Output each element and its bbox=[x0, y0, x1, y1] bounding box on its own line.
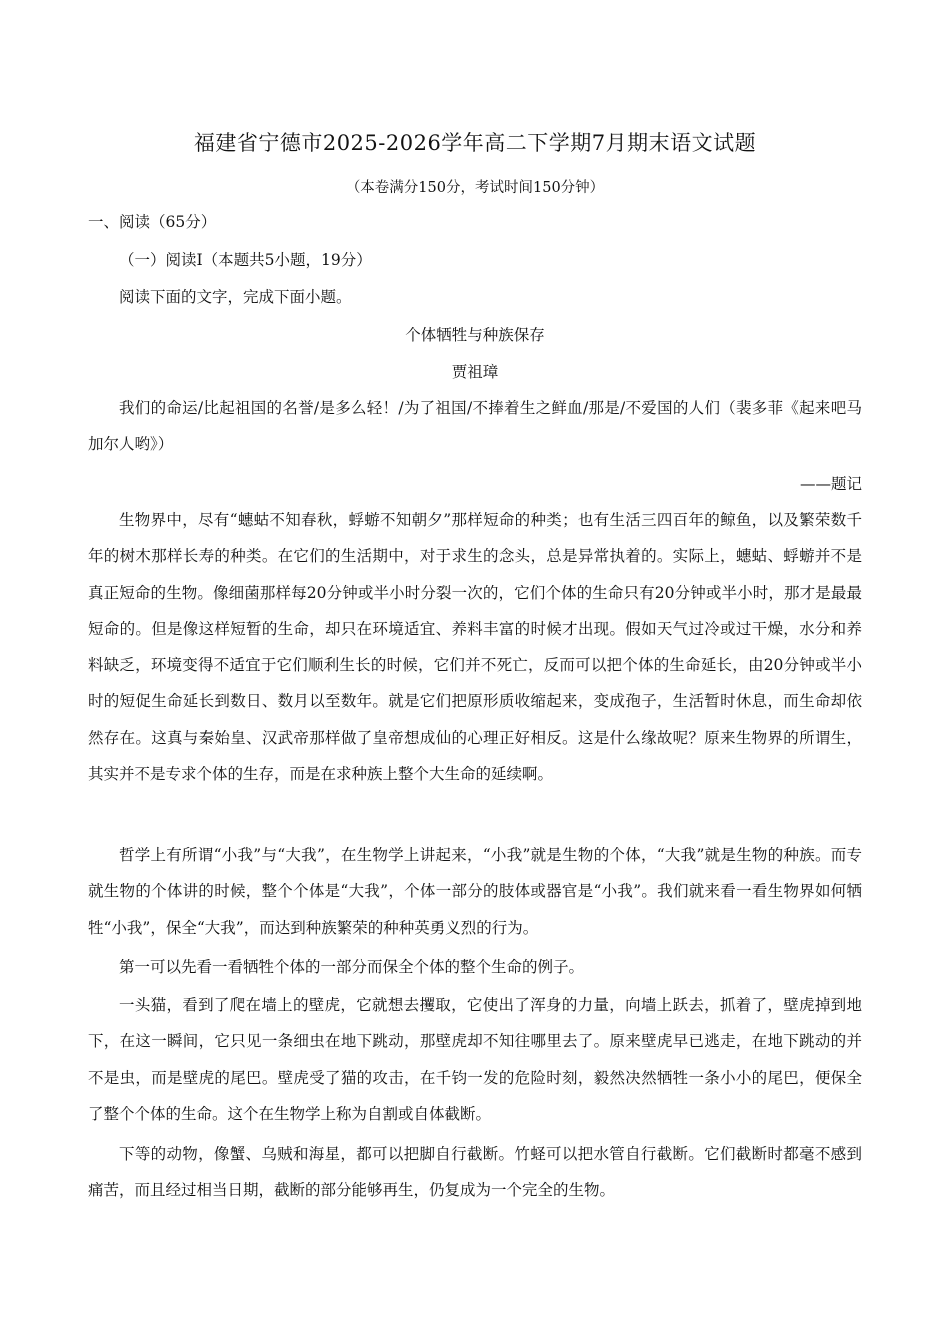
paragraph-5: 下等的动物，像蟹、乌贼和海星，都可以把脚自行截断。竹蛏可以把水管自行截断。它们截断时都毫不感到痛苦，而且经过相当日期，截断的部分能够再生，仍复成为一个完全的生物。 bbox=[88, 1145, 862, 1200]
epigraph-tag: ——题记 bbox=[799, 475, 862, 493]
paragraph-3: 第一可以先看一看牺牲个体的一部分而保全个体的整个生命的例子。 bbox=[119, 958, 585, 976]
section-heading: 一、阅读（65分） bbox=[88, 213, 217, 231]
reading-instruction: 阅读下面的文字，完成下面小题。 bbox=[119, 288, 352, 306]
article-title: 个体牺牲与种族保存 bbox=[405, 326, 545, 344]
paragraph-1: 生物界中，尽有“蟪蛄不知春秋，蜉蝣不知朝夕”那样短命的种类；也有生活三四百年的鲸鱼，以及繁荣数千年的树木那样长寿的种类。在它们的生活期中，对于求生的念头，总是异常执着的。实际上，蟪蛄、蜉蝣并不是真正短命的生物。像细菌那样每20分钟或半小时分裂一次的，它们个体的生命只有20分钟或半小时，那才是最最短命的。但是像这样短暂的生命，却只在环境适宜、养料丰富的时候才出现。假如天气过冷或过干燥，水分和养料缺乏，环境变得不适宜于它们顺利生长的时候，它们并不死亡，反而可以把个体的生命延长，由20分钟或半小时的短促生命延长到数日、数月以至数年。就是它们把原形质收缩起来，变成孢子，生活暂时休息，而生命却依然存在。这真与秦始皇、汉武帝那样做了皇帝想成仙的心理正好相反。这是什么缘故呢？原来生物界的所谓生，其实并不是专求个体的生存，而是在求种族上整个大生命的延续啊。 bbox=[88, 511, 862, 784]
section-subheading: （一）阅读Ⅰ（本题共5小题，19分） bbox=[119, 251, 372, 269]
article-author: 贾祖璋 bbox=[451, 363, 499, 381]
epigraph: 我们的命运/比起祖国的名誉/是多么轻！/为了祖国/不捧着生之鲜血/那是/不爱国的人们（裴多菲《起来吧马加尔人哟》） bbox=[88, 399, 862, 454]
paragraph-2: 哲学上有所谓“小我”与“大我”，在生物学上讲起来，“小我”就是生物的个体，“大我”就是生物的种族。而专就生物的个体讲的时候，整个个体是“大我”，个体一部分的肢体或器官是“小我”。我们就来看一看生物界如何牺牲“小我”，保全“大我”，而达到种族繁荣的种种英勇义烈的行为。 bbox=[88, 846, 862, 937]
exam-title: 福建省宁德市2025-2026学年高二下学期7月期末语文试题 bbox=[193, 131, 757, 155]
paragraph-4: 一头猫，看到了爬在墙上的壁虎，它就想去攫取，它使出了浑身的力量，向墙上跃去，抓着了，壁虎掉到地下，在这一瞬间，它只见一条细虫在地下跳动，那壁虎却不知往哪里去了。原来壁虎早已逃走，在地下跳动的并不是虫，而是壁虎的尾巴。壁虎受了猫的攻击，在千钧一发的危险时刻，毅然决然牺牲一条小小的尾巴，便保全了整个个体的生命。这个在生物学上称为自割或自体截断。 bbox=[88, 996, 862, 1123]
exam-subtitle: （本卷满分150分，考试时间150分钟） bbox=[345, 180, 605, 196]
